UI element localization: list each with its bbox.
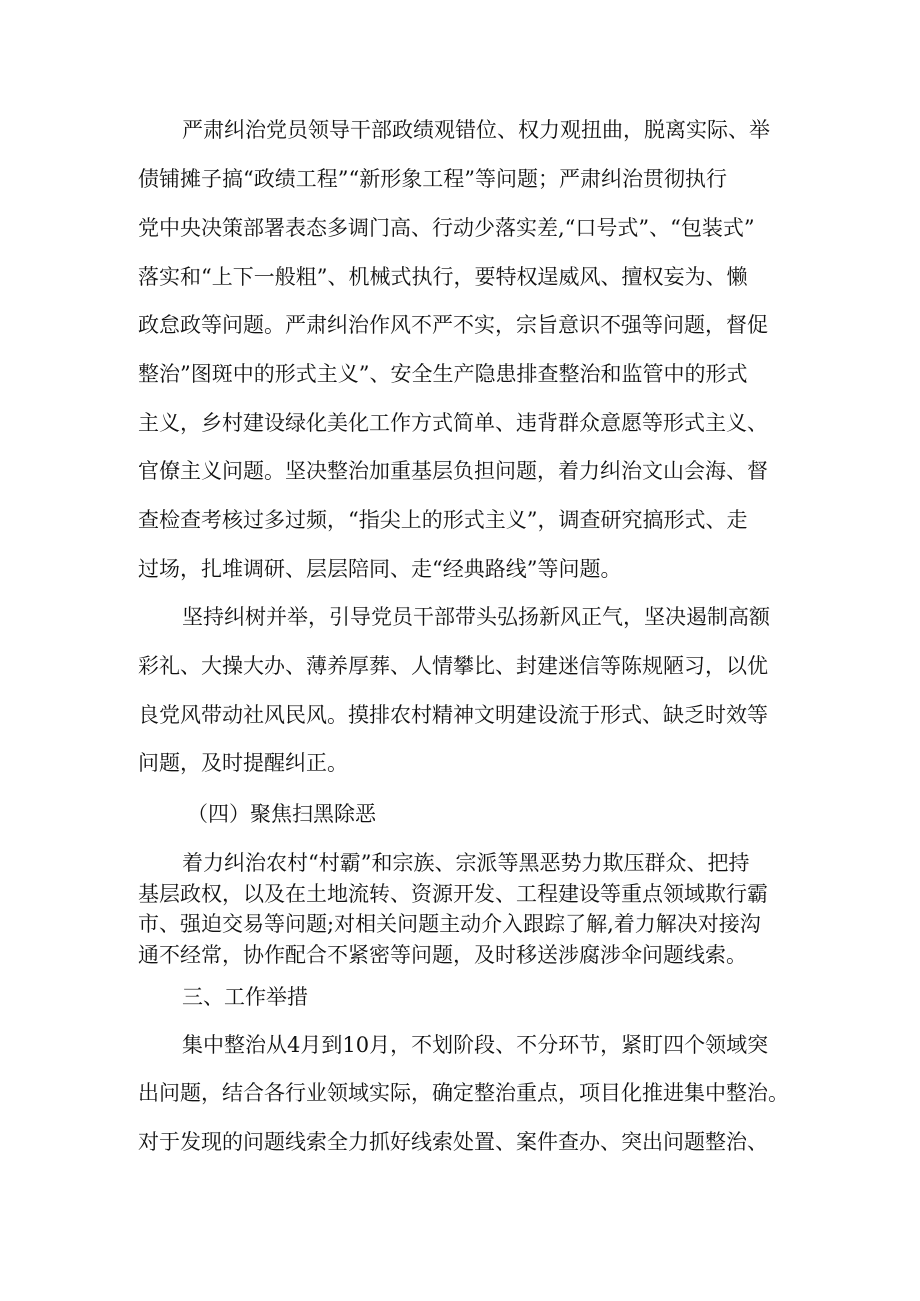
paragraph-1-line-8: 官僚主义问题。坚决整治加重基层负担问题，着力纠治文山会海、督	[138, 459, 768, 483]
paragraph-1-line-1: 严肃纠治党员领导干部政绩观错位、权力观扭曲，脱离实际、举	[182, 118, 770, 142]
paragraph-2-line-1: 坚持纠树并举，引导党员干部带头弘扬新风正气，坚决遏制高额	[182, 605, 770, 629]
paragraph-3-line-4: 通不经常，协作配合不紧密等问题，及时移送涉腐涉伞问题线索。	[138, 943, 747, 967]
paragraph-3-line-2: 基层政权，以及在土地流转、资源开发、工程建设等重点领域欺行霸	[138, 882, 768, 906]
paragraph-1-line-3: 党中央决策部署表态多调门高、行动少落实差,“口号式”、“包装式”	[138, 216, 755, 240]
paragraph-2-line-2: 彩礼、大操大办、薄养厚葬、人情攀比、封建迷信等陈规陋习，以优	[138, 654, 768, 678]
paragraph-3-line-1: 着力纠治农村“村霸”和宗族、宗派等黑恶势力欺压群众、把持	[182, 851, 750, 875]
paragraph-1-line-2: 债铺摊子搞“政绩工程”“新形象工程”等问题；严肃纠治贯彻执行	[138, 167, 727, 191]
section-heading-4: （四）聚焦扫黑除恶	[187, 802, 376, 826]
paragraph-1-line-6: 整治”图斑中的形式主义”、安全生产隐患排查整治和监管中的形式	[138, 362, 748, 386]
paragraph-4-line-1: 集中整治从4月到10月，不划阶段、不分环节，紧盯四个领域突	[182, 1033, 769, 1057]
paragraph-1-line-9: 查检查考核过多过频，“指尖上的形式主义”，调查研究搞形式、走	[138, 508, 748, 532]
paragraph-3-line-3: 市、强迫交易等问题;对相关问题主动介入跟踪了解,着力解决对接沟	[138, 912, 761, 936]
paragraph-2-line-3: 良党风带动社风民风。摸排农村精神文明建设流于形式、缺乏时效等	[138, 703, 768, 727]
paragraph-1-line-5: 政怠政等问题。严肃纠治作风不严不实，宗旨意识不强等问题，督促	[138, 313, 768, 337]
paragraph-1-line-10: 过场，扎堆调研、层层陪同、走“经典路线”等问题。	[138, 557, 622, 581]
paragraph-1-line-4: 落实和“上下一般粗”、机械式执行，要特权逞威风、擅权妄为、懒	[138, 265, 748, 289]
paragraph-2-line-4: 问题，及时提醒纠正。	[138, 751, 348, 775]
paragraph-1-line-7: 主义，乡村建设绿化美化工作方式简单、违背群众意愿等形式主义、	[138, 411, 768, 435]
section-heading-3: 三、工作举措	[182, 985, 308, 1009]
paragraph-4-line-2: 出问题，结合各行业领域实际，确定整治重点，项目化推进集中整治。	[138, 1081, 789, 1105]
paragraph-4-line-3: 对于发现的问题线索全力抓好线索处置、案件查办、突出问题整治、	[138, 1130, 768, 1154]
